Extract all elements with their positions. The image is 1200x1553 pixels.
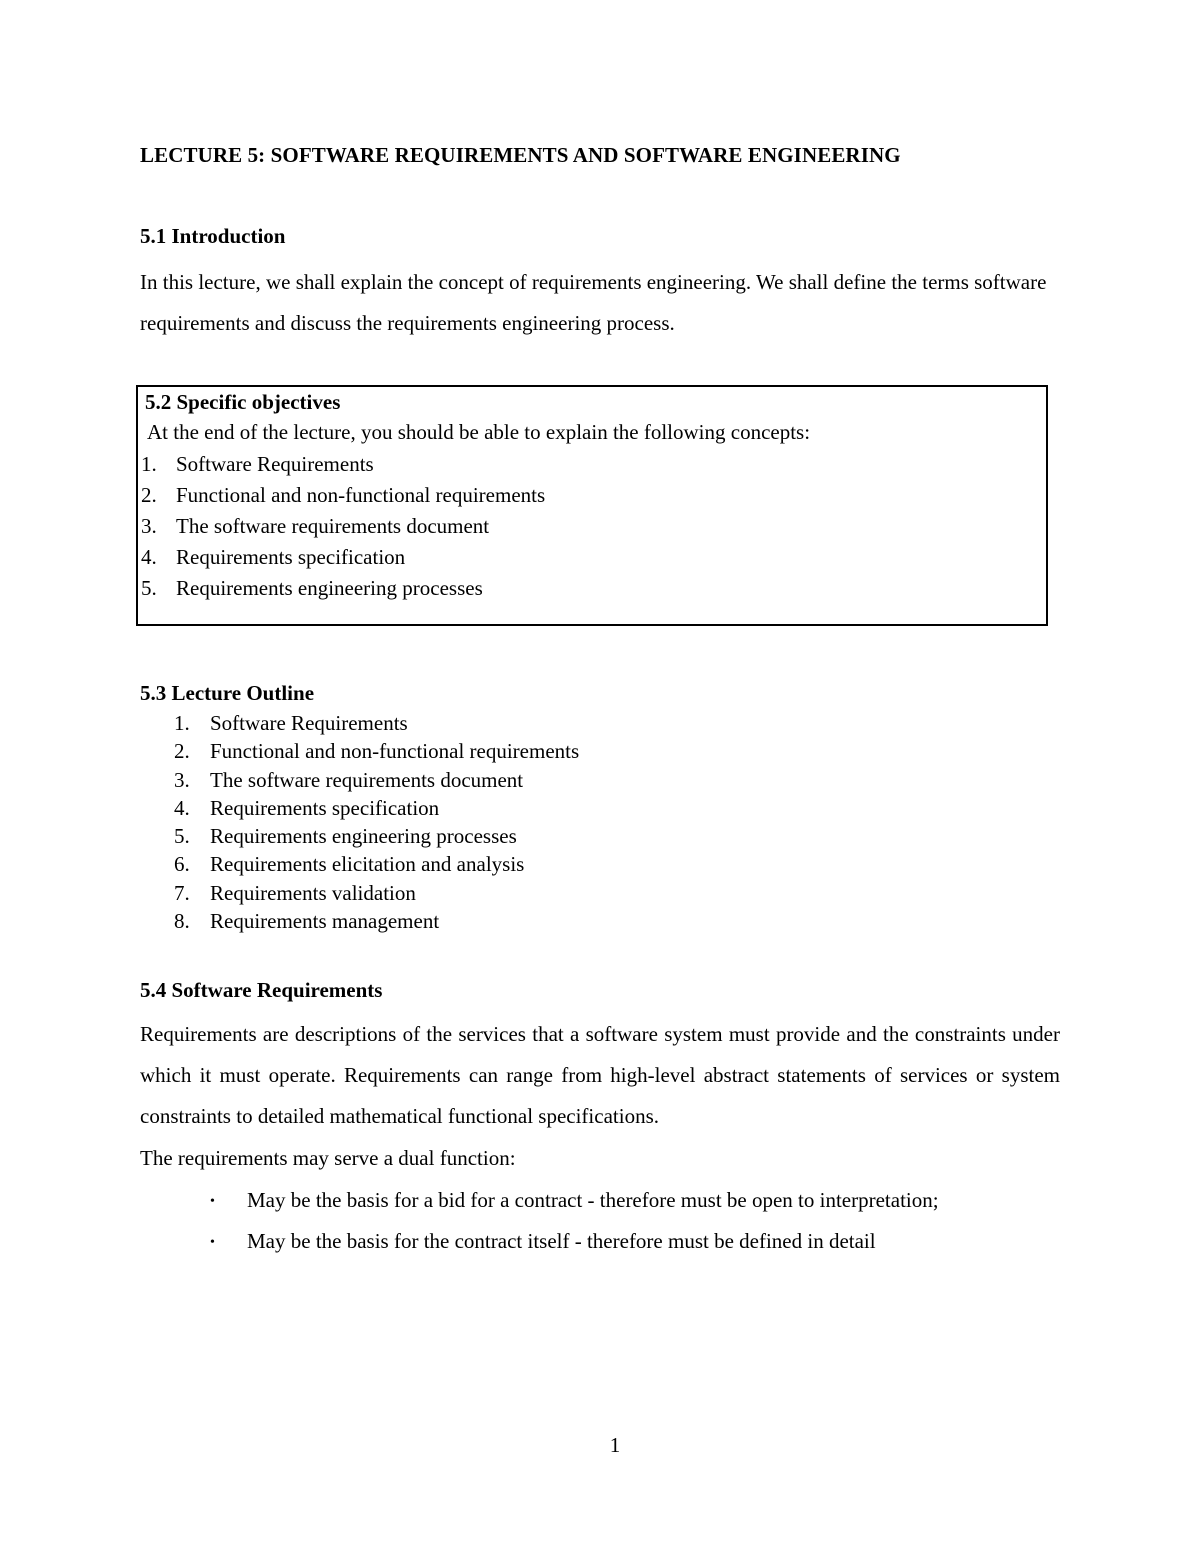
objectives-intro: At the end of the lecture, you should be able to explain the following concepts: — [147, 420, 811, 444]
page-title: LECTURE 5: SOFTWARE REQUIREMENTS AND SOFTWARE ENGINEERING — [140, 143, 901, 167]
bullet-icon: • — [210, 1235, 215, 1250]
outline-item — [174, 766, 579, 794]
outline-text: Requirements engineering processes — [210, 824, 517, 849]
outline-number: 5. — [174, 824, 190, 849]
outline-heading: 5.3 Lecture Outline — [140, 681, 315, 705]
objectives-box — [136, 385, 1048, 626]
bullet-icon: • — [210, 1194, 215, 1209]
objective-item — [141, 543, 545, 574]
objective-text: Requirements engineering processes — [176, 576, 483, 600]
introduction-heading: 5.1 Introduction — [140, 224, 286, 248]
software-requirements-heading: 5.4 Software Requirements — [140, 978, 383, 1002]
objectives-heading: 5.2 Specific objectives — [145, 390, 341, 414]
objectives-list — [141, 450, 545, 605]
outline-item — [174, 794, 579, 822]
outline-number: 3. — [174, 767, 190, 792]
outline-item — [174, 709, 579, 737]
outline-text: Functional and non-functional requirements — [210, 739, 580, 764]
outline-item — [174, 850, 579, 878]
outline-number: 8. — [174, 909, 190, 934]
introduction-paragraph: In this lecture, we shall explain the concept of requirements engineering. We shall define the terms software requirements and discuss the requirements engineering process. — [140, 270, 1047, 335]
outline-number: 7. — [174, 880, 190, 905]
dual-function-text: The requirements may serve a dual function: — [140, 1146, 516, 1170]
objective-item — [141, 481, 545, 512]
outline-text: The software requirements document — [210, 767, 524, 792]
objective-text: Requirements specification — [176, 545, 406, 569]
objective-text: Software Requirements — [176, 452, 374, 476]
outline-number: 6. — [174, 852, 190, 877]
objective-number: 3. — [141, 514, 157, 538]
bullet-item — [210, 1221, 939, 1262]
objective-item — [141, 574, 545, 605]
objective-text: The software requirements document — [176, 514, 490, 538]
outline-text: Requirements elicitation and analysis — [210, 852, 525, 877]
dual-function-list — [210, 1180, 939, 1262]
page-number: 1 — [609, 1433, 621, 1457]
outline-text: Requirements specification — [210, 795, 440, 820]
outline-item — [174, 822, 579, 850]
outline-item — [174, 907, 579, 935]
software-requirements-paragraph: Requirements are descriptions of the services that a software system must provide and the constraints under which it must operate. Requirements can range from high-level abstract statements of services or system constraints to detailed mathematical functional specifications. — [140, 1022, 1060, 1128]
outline-list — [174, 709, 579, 935]
objective-text: Functional and non-functional requirements — [176, 483, 546, 507]
bullet-text: May be the basis for the contract itself - therefore must be defined in detail — [247, 1229, 876, 1253]
outline-text: Requirements management — [210, 909, 440, 934]
outline-text: Requirements validation — [210, 880, 416, 905]
outline-item — [174, 879, 579, 907]
objective-number: 4. — [141, 545, 157, 569]
objective-number: 1. — [141, 452, 157, 476]
objective-item — [141, 512, 545, 543]
objective-number: 2. — [141, 483, 157, 507]
outline-item — [174, 737, 579, 765]
outline-number: 4. — [174, 795, 190, 820]
outline-number: 1. — [174, 711, 190, 735]
objective-item — [141, 450, 545, 481]
outline-number: 2. — [174, 739, 190, 764]
bullet-item — [210, 1180, 939, 1221]
objective-number: 5. — [141, 576, 157, 600]
outline-text: Software Requirements — [210, 711, 408, 735]
bullet-text: May be the basis for a bid for a contract - therefore must be open to interpretation; — [247, 1188, 939, 1212]
